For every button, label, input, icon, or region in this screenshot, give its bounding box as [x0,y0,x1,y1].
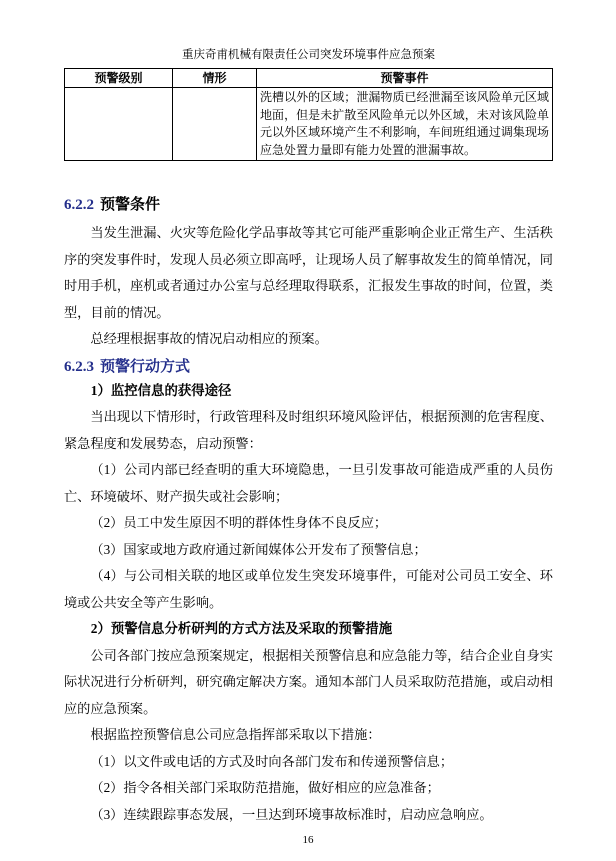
list-item: （2）员工中发生原因不明的群体性身体不良反应； [90,515,388,530]
cell-warning-event: 洗槽以外的区域；泄漏物质已经泄漏至该风险单元区域地面，但是未扩散至风险单元以外区域，未对该风险单元以外区域环境产生不利影响，车间班组通过调集现场应急处置力量即有能力处置的泄漏事故。 [257,88,553,161]
paragraph-623-analysis: 公司各部门按应急预案规定，根据相关预警信息和应急能力等，结合企业自身实际状况进行分析研判，研究确定解决方案。通知本部门人员采取防范措施，或启动相应的应急预案。 [64,647,553,716]
list-item: （1）公司内部已经查明的重大环境隐患，一旦引发事故可能造成严重的人员伤亡、环境破坏、财产损失或社会影响； [64,462,553,504]
paragraph-623-intro: 当出现以下情形时，行政管理科及时组织环境风险评估，根据预测的危害程度、紧急程度和发展势态，启动预警： [64,409,553,451]
column-header-situation: 情形 [173,69,257,88]
list-item: （2）指令各相关部门采取防范措施，做好相应的应急准备； [90,780,440,795]
cell-situation [173,88,257,161]
page-header-title: 重庆奇甫机械有限责任公司突发环境事件应急预案 [182,49,435,61]
paragraph-623-measures-intro: 根据监控预警信息公司应急指挥部采取以下措施： [90,727,381,742]
warning-table [64,68,553,161]
section-heading-623 [64,357,553,378]
cell-warning-level [65,88,173,161]
list-item: （4）与公司相关联的地区或单位发生突发环境事件，可能对公司员工安全、环境或公共安全等产生影响。 [64,568,553,610]
section-number-622: 6.2.2 [64,197,94,213]
paragraph-622-2: 总经理根据事故的情况启动相应的预案。 [90,331,328,346]
list-item: （3）国家或地方政府通过新闻媒体公开发布了预警信息； [90,541,427,557]
section-title-622: 预警条件 [100,197,161,213]
list-item: （1）以文件或电话的方式及时向各部门发布和传递预警信息； [90,753,454,769]
column-header-warning-level: 预警级别 [65,69,173,88]
table-header-row [65,69,553,88]
section-number-623: 6.2.3 [64,358,94,375]
page-number: 16 [302,834,314,846]
section-title-623: 预警行动方式 [100,358,191,375]
paragraph-622-1: 当发生泄漏、火灾等危险化学品事故等其它可能严重影响企业正常生产、生活秩序的突发事件时，发现人员必须立即高呼，让现场人员了解事故发生的简单情况，同时用手机，座机或者通过办公室与总经理取得联系，汇报发生事故的时间，位置，类型，目前的情况。 [64,225,553,320]
subheading-monitoring-info: 1）监控信息的获得途径 [90,382,232,398]
table-row [65,88,553,161]
section-heading-622 [64,195,553,216]
list-item: （3）连续跟踪事态发展，一旦达到环境事故标准时，启动应急响应。 [90,806,493,822]
page-content [64,48,553,828]
column-header-warning-event: 预警事件 [257,69,553,88]
subheading-warning-analysis: 2）预警信息分析研判的方式方法及采取的预警措施 [90,621,393,636]
